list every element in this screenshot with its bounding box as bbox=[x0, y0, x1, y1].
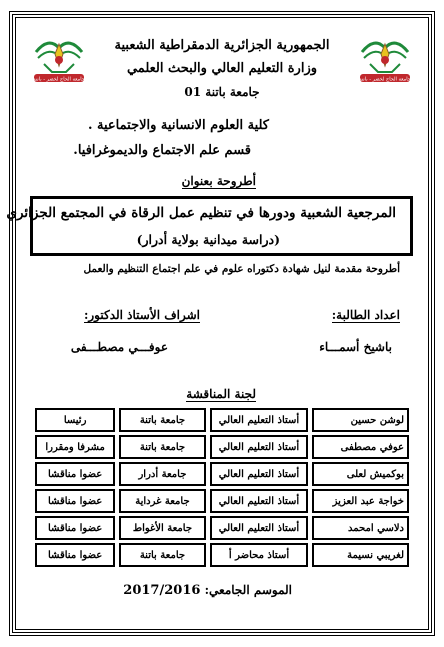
ministry-name: وزارة التعليم العالي والبحث العلمي bbox=[126, 61, 318, 76]
member-grade: أستاذ التعليم العالي bbox=[210, 408, 309, 432]
table-row bbox=[35, 489, 409, 513]
thesis-heading bbox=[182, 174, 256, 188]
member-role: عضوا مناقشا bbox=[35, 543, 115, 567]
member-name: لغريبي نسيمة bbox=[312, 543, 409, 567]
table-row bbox=[35, 408, 409, 432]
member-university: جامعة أدرار bbox=[119, 462, 205, 486]
member-university: جامعة باتنة bbox=[119, 435, 205, 459]
committee-table bbox=[31, 405, 413, 570]
member-name: لوشن حسين bbox=[312, 408, 409, 432]
member-name: عوفي مصطفى bbox=[312, 435, 409, 459]
supervisor-label-text: اشراف الأستاذ الدكتور: bbox=[83, 308, 200, 322]
republic-name: الجمهورية الجزائرية الدمقراطية الشعبية bbox=[114, 38, 330, 53]
academic-year bbox=[123, 583, 292, 598]
member-grade: أستاذ التعليم العالي bbox=[210, 489, 309, 513]
university-name: جامعة باتنة 01 bbox=[184, 85, 260, 99]
table-row bbox=[35, 543, 409, 567]
student-label-text: اعداد الطالبة: bbox=[331, 308, 400, 322]
member-name: دلاسي امحمد bbox=[312, 516, 409, 540]
member-role: رئيسا bbox=[35, 408, 115, 432]
committee-heading-text: لجنة المناقشة bbox=[186, 387, 256, 401]
logo-banner-left: جامعة الحاج لخضر - باتنة bbox=[33, 76, 85, 83]
table-row bbox=[35, 462, 409, 486]
logo-banner-right: جامعة الحاج لخضر - باتنة bbox=[359, 76, 411, 83]
committee-heading bbox=[186, 387, 256, 401]
member-role: عضوا مناقشا bbox=[35, 462, 115, 486]
academic-year-value: 2017/2016 bbox=[123, 583, 201, 598]
thesis-purpose: أطروحة مقدمة لنيل شهادة دكتوراه علوم في علم اجتماع التنظيم والعمل bbox=[83, 263, 400, 275]
student-name: باشيخ أسمـــاء bbox=[319, 340, 392, 354]
member-university: جامعة باتنة bbox=[119, 543, 205, 567]
thesis-title-box bbox=[6, 196, 413, 256]
member-grade: أستاذ التعليم العالي bbox=[210, 435, 309, 459]
academic-year-label: الموسم الجامعي: bbox=[204, 583, 292, 597]
thesis-title: المرجعية الشعبية ودورها في تنظيم عمل الرقاة في المجتمع الجزائري bbox=[6, 205, 396, 221]
member-university: جامعة باتنة bbox=[119, 408, 205, 432]
member-role: مشرفا ومقررا bbox=[35, 435, 115, 459]
member-role: عضوا مناقشا bbox=[35, 516, 115, 540]
member-name: خواجة عبد العزيز bbox=[312, 489, 409, 513]
supervisor-name: عوفـــي مصطـــفى bbox=[70, 340, 168, 354]
thesis-subtitle: (دراسة ميدانية بولاية أدرار) bbox=[136, 232, 280, 247]
department-name: قسم علم الاجتماع والديموغرافيا. bbox=[73, 143, 251, 158]
member-grade: أستاذ محاضر أ bbox=[210, 543, 309, 567]
member-university: جامعة الأغواط bbox=[119, 516, 205, 540]
faculty-name: كلية العلوم الانسانية والاجتماعية . bbox=[87, 118, 269, 133]
member-grade: أستاذ التعليم العالي bbox=[210, 462, 309, 486]
member-university: جامعة غرداية bbox=[119, 489, 205, 513]
student-label bbox=[332, 308, 400, 322]
member-role: عضوا مناقشا bbox=[35, 489, 115, 513]
thesis-heading-text: أطروحة بعنوان bbox=[181, 174, 256, 188]
table-row bbox=[35, 435, 409, 459]
member-grade: أستاذ التعليم العالي bbox=[210, 516, 309, 540]
table-row bbox=[35, 516, 409, 540]
member-name: بوكميش لعلى bbox=[312, 462, 409, 486]
supervisor-label bbox=[84, 308, 200, 322]
